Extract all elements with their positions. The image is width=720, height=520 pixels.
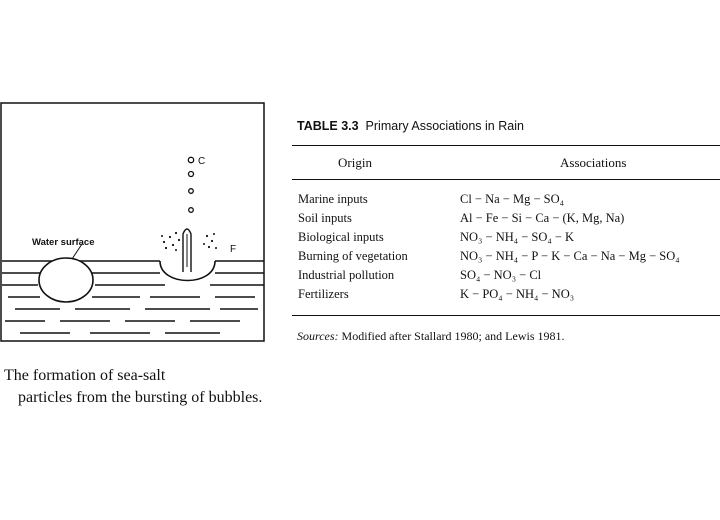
associations-cell: NO₃ − NH₄ − P − K − Ca − Na − Mg − SO₄ (460, 249, 680, 263)
rising-bubble (39, 258, 93, 302)
table-row (292, 230, 720, 248)
figure-border (1, 103, 264, 341)
table-source-note (297, 329, 565, 344)
origin-cell: Marine inputs (298, 192, 368, 206)
table-header-rule (292, 179, 720, 180)
origin-cell: Fertilizers (298, 287, 349, 301)
associations-cell: Cl − Na − Mg − SO₄ (460, 192, 564, 206)
figure-caption-line-2: particles from the bursting of bubbles. (18, 389, 263, 406)
origin-cell: Industrial pollution (298, 268, 395, 282)
film-drops (161, 232, 217, 251)
bubble-burst-figure (0, 102, 266, 342)
associations-cell: Al − Fe − Si − Ca − (K, Mg, Na) (460, 211, 625, 225)
associations-cell: K − PO₄ − NH₄ − NO₃ (460, 287, 575, 301)
origin-cell: Soil inputs (298, 211, 352, 225)
table-row (292, 249, 720, 267)
water-surface-label: Water surface (32, 237, 95, 248)
table-number: TABLE 3.3 (297, 119, 359, 133)
origin-cell: Biological inputs (298, 230, 384, 244)
table-top-rule (292, 145, 720, 146)
jet-drop-2 (189, 189, 194, 194)
label-c: C (198, 156, 206, 167)
label-f: F (230, 244, 237, 255)
associations-cell: SO₄ − NO₃ − Cl (460, 268, 542, 282)
table-row (292, 192, 720, 210)
figure-caption-line-1: The formation of sea-salt (4, 367, 166, 384)
col-header-origin: Origin (338, 155, 372, 170)
bubble-burst-diagram (0, 102, 266, 342)
associations-cell: NO₃ − NH₄ − SO₄ − K (460, 230, 575, 244)
origin-cell: Burning of vegetation (298, 249, 408, 263)
source-label: Sources: (297, 329, 339, 343)
table-bottom-rule (292, 315, 720, 316)
associations-table (292, 112, 720, 352)
table-row (292, 268, 720, 286)
table-title (297, 119, 524, 133)
jet-drop-4 (188, 157, 193, 162)
table-title-text: Primary Associations in Rain (365, 119, 524, 133)
jet-drop-1 (189, 208, 194, 213)
table-row (292, 287, 720, 305)
table-row (292, 211, 720, 229)
col-header-associations: Associations (560, 155, 627, 170)
jet-drop-3 (189, 172, 194, 177)
source-text: Modified after Stallard 1980; and Lewis 1981. (341, 329, 565, 343)
